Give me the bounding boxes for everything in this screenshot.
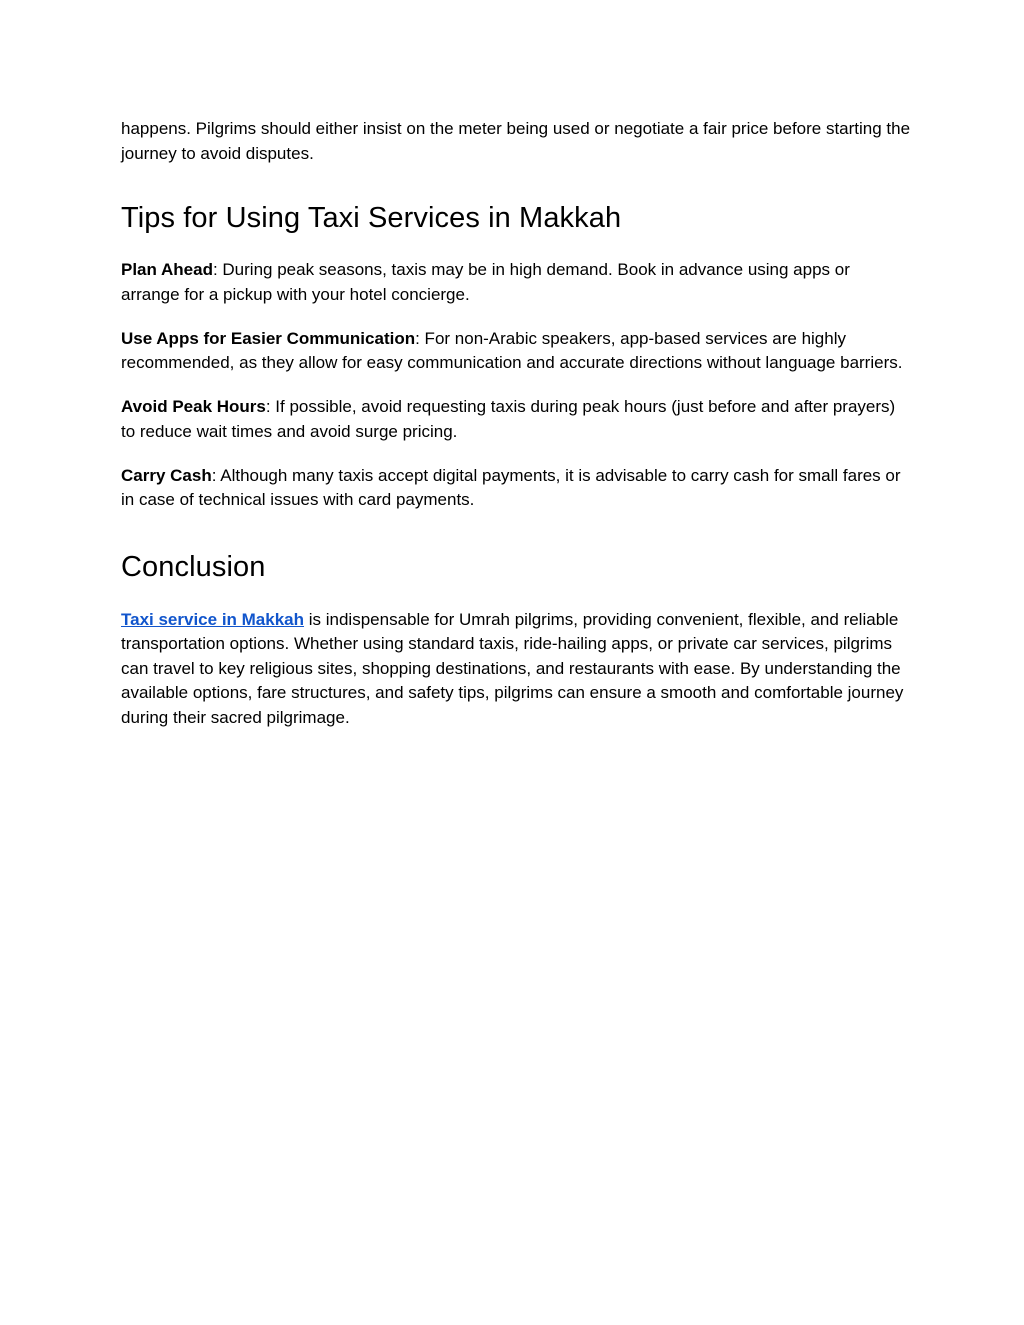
tip-title: Use Apps for Easier Communication	[121, 328, 416, 348]
tip-use-apps	[121, 327, 911, 376]
document-page	[121, 117, 911, 730]
tip-text: : During peak seasons, taxis may be in high demand. Book in advance using apps or arrange for a pickup with your hotel concierge.	[121, 260, 850, 304]
tip-title: Plan Ahead	[121, 260, 213, 279]
tip-title: Carry Cash	[121, 465, 212, 485]
intro-paragraph: happens. Pilgrims should either insist on the meter being used or negotiate a fair price before starting the journey to avoid disputes.	[121, 119, 911, 163]
taxi-service-link[interactable]: Taxi service in Makkah	[121, 609, 305, 629]
conclusion-text: is indispensable for Umrah pilgrims, providing convenient, flexible, and reliable transportation options. Whether using standard taxis, ride-hailing apps, or private car services, pilgrims can travel to key religious sites, shopping destinations, and restaurants with ease. By understanding the available options, fare structures, and safety tips, pilgrims can ensure a smooth and comfortable journey during their sacred pilgrimage.	[121, 609, 904, 727]
conclusion-heading: Conclusion	[121, 550, 266, 583]
tip-plan-ahead	[121, 258, 911, 307]
tip-text: : Although many taxis accept digital payments, it is advisable to carry cash for small fares or in case of technical issues with card payments.	[121, 465, 901, 509]
tip-title: Avoid Peak Hours	[121, 397, 266, 416]
tips-heading: Tips for Using Taxi Services in Makkah	[121, 202, 622, 234]
conclusion-paragraph	[121, 608, 911, 731]
tip-carry-cash	[121, 464, 911, 513]
tip-text: : For non-Arabic speakers, app-based services are highly recommended, as they allow for easy communication and accurate directions without language barriers.	[121, 328, 903, 372]
tip-text: : If possible, avoid requesting taxis during peak hours (just before and after prayers) to reduce wait times and avoid surge pricing.	[121, 397, 896, 441]
tip-avoid-peak-hours	[121, 395, 911, 444]
